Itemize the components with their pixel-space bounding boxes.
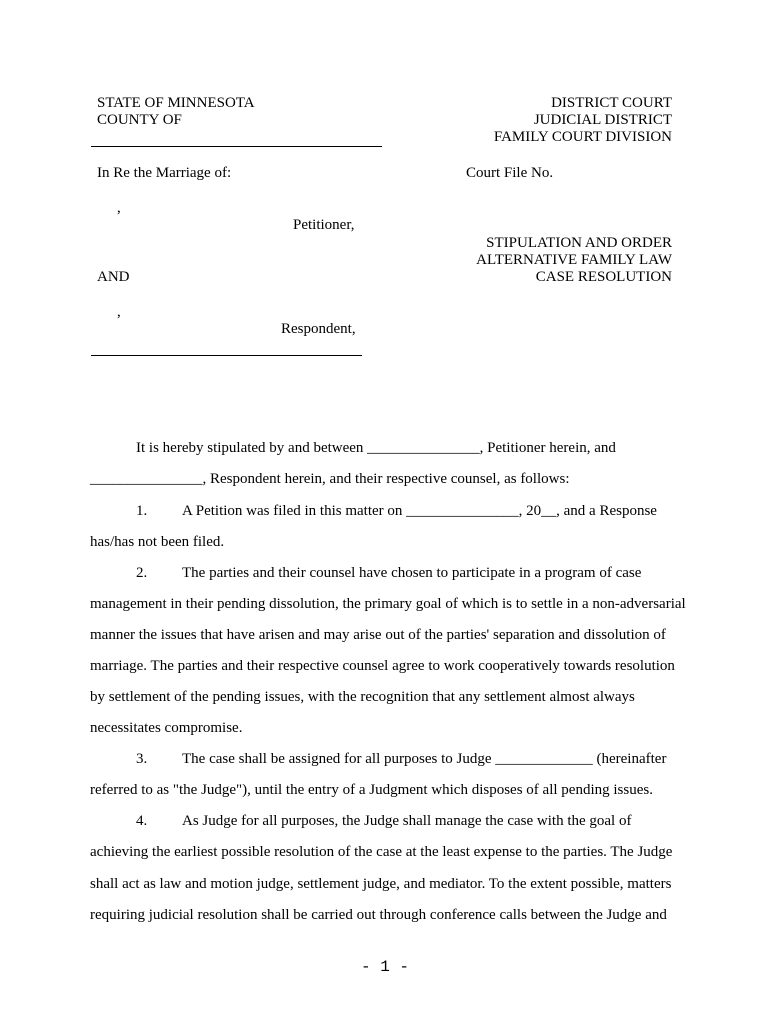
page-number: - 1 -: [360, 958, 409, 976]
body-line: requiring judicial resolution shall be carried out through conference calls between the Judge and: [90, 907, 667, 923]
body-line: achieving the earliest possible resolution of the case at the least expense to the parties. The Judge: [90, 844, 673, 860]
body-line: A Petition was filed in this matter on _______________, 20__, and a Response: [182, 503, 657, 519]
petitioner-label: Petitioner,: [293, 217, 355, 233]
document-title-line-2: ALTERNATIVE FAMILY LAW: [476, 252, 672, 268]
court-file-label: Court File No.: [466, 165, 554, 181]
respondent-name-blank: ,: [117, 304, 121, 320]
body-line: shall act as law and motion judge, settlement judge, and mediator. To the extent possible, matters: [90, 876, 672, 892]
body-line: The parties and their counsel have chosen to participate in a program of case: [182, 565, 642, 581]
body-line: As Judge for all purposes, the Judge shall manage the case with the goal of: [182, 813, 632, 829]
body-line: marriage. The parties and their respective counsel agree to work cooperatively towards resolution: [90, 658, 675, 674]
state-name: STATE OF MINNESOTA: [97, 95, 255, 111]
county-label: COUNTY OF: [97, 112, 182, 128]
paragraph-number: 3.: [136, 751, 148, 767]
body-line: _______________, Respondent herein, and their respective counsel, as follows:: [90, 471, 570, 487]
body-line: necessitates compromise.: [90, 720, 243, 736]
judicial-district: JUDICIAL DISTRICT: [533, 112, 672, 128]
body-line: It is hereby stipulated by and between _______________, Petitioner herein, and: [136, 440, 616, 456]
court-division: FAMILY COURT DIVISION: [493, 129, 672, 145]
body-line: referred to as "the Judge"), until the entry of a Judgment which disposes of all pending issues.: [90, 782, 653, 798]
court-name: DISTRICT COURT: [551, 95, 672, 111]
and-label: AND: [97, 269, 130, 285]
paragraph-number: 1.: [136, 503, 148, 519]
body-line: The case shall be assigned for all purposes to Judge _____________ (hereinafter: [182, 751, 667, 767]
stipulation-body: [90, 0, 686, 960]
document-title-line-1: STIPULATION AND ORDER: [486, 235, 672, 251]
paragraph-number: 2.: [136, 565, 148, 581]
petitioner-name-blank: ,: [117, 200, 121, 216]
body-line: management in their pending dissolution, the primary goal of which is to settle in a non-adversarial: [90, 596, 686, 612]
body-line: has/has not been filed.: [90, 534, 225, 550]
respondent-label: Respondent,: [281, 321, 356, 337]
in-re-label: In Re the Marriage of:: [97, 165, 232, 181]
body-line: by settlement of the pending issues, with the recognition that any settlement almost always: [90, 689, 635, 705]
paragraph-number: 4.: [136, 813, 148, 829]
body-line: manner the issues that have arisen and may arise out of the parties' separation and dissolution of: [90, 627, 666, 643]
document-title-line-3: CASE RESOLUTION: [535, 269, 672, 285]
